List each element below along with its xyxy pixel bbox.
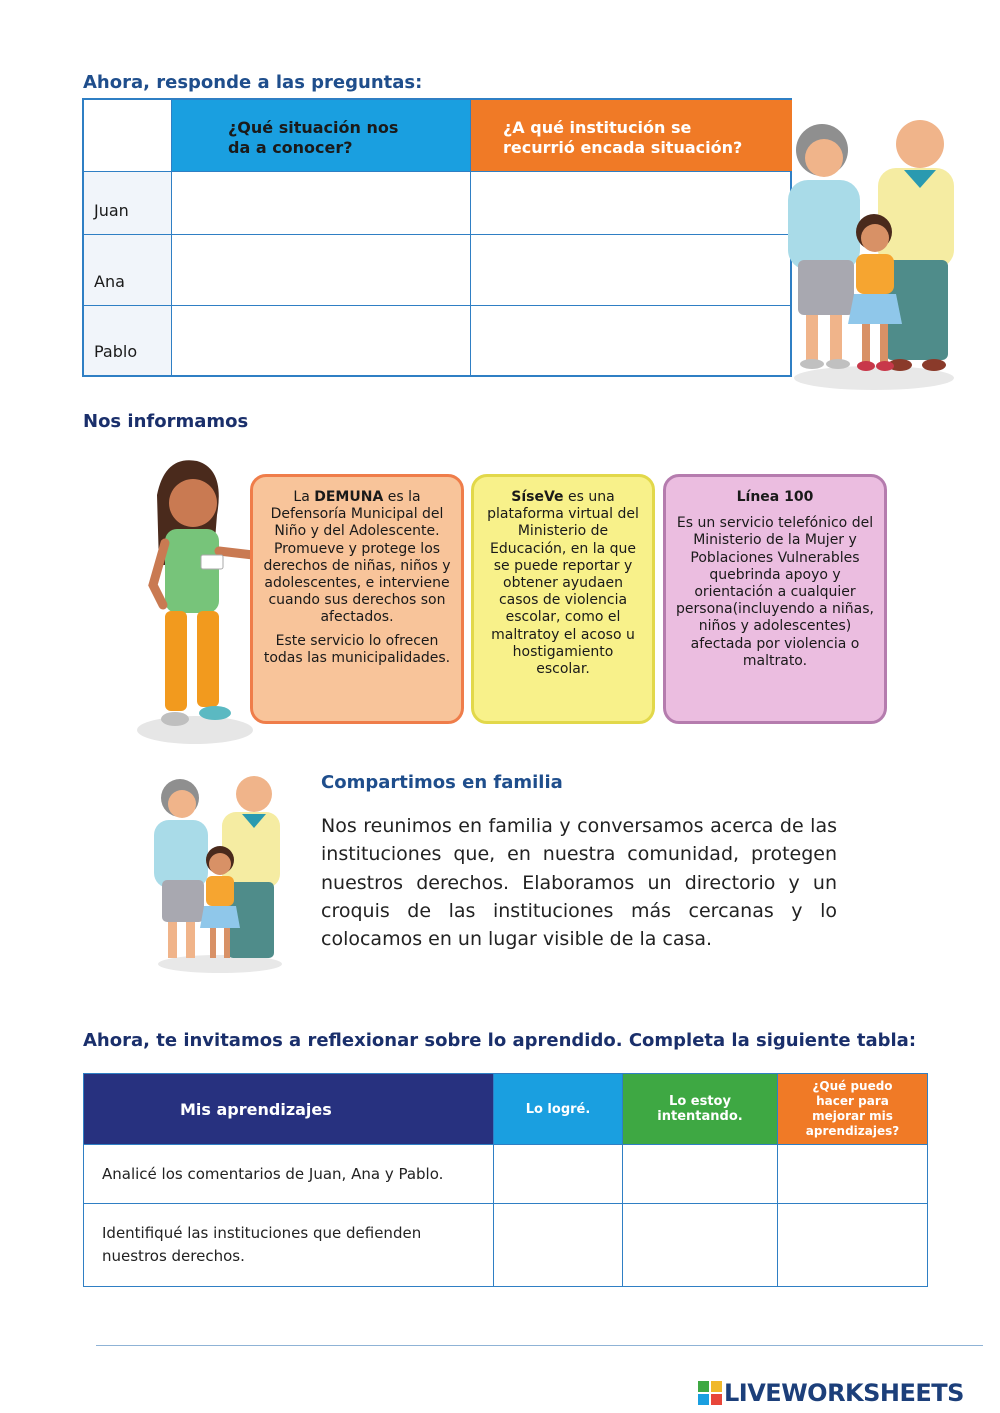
answer-cell-juan-situation[interactable] — [172, 172, 471, 235]
questions-table — [82, 98, 792, 377]
family-section-heading: Compartimos en familia — [321, 772, 563, 793]
info-box-linea-100 — [663, 474, 887, 724]
answer-cell-pablo-institution[interactable] — [471, 306, 792, 375]
family-paragraph: Nos reunimos en familia y conversamos acerca de las instituciones que, en nuestra comunidad, protegen nuestros derechos. Elaboramos un directorio y un croquis de las instituciones más cercanas y lo colocamos en un lugar visible de la casa. — [321, 815, 837, 951]
column-header-achieved: Lo logré. — [494, 1074, 623, 1145]
section-heading-info: Nos informamos — [83, 411, 249, 432]
demuna-description: La DEMUNA es la Defensoría Municipal del Niño y del Adolescente. Promueve y protege los derechos de niñas, niños y adolescentes, e interviene cuando sus derechos son afectados. — [263, 489, 451, 626]
column-header-learnings: Mis aprendizajes — [84, 1074, 494, 1145]
column-header-institution: ¿A qué institución se recurrió encada situación? — [471, 100, 792, 172]
answer-cell-pablo-situation[interactable] — [172, 306, 471, 375]
section-heading-questions: Ahora, responde a las preguntas: — [83, 72, 423, 93]
answer-cell-ana-institution[interactable] — [471, 235, 792, 306]
cell-achieved-row-1[interactable] — [494, 1145, 623, 1204]
cell-improve-row-1[interactable] — [778, 1145, 927, 1204]
row-label-pablo: Pablo — [84, 306, 172, 375]
self-assessment-table — [83, 1073, 928, 1287]
cell-trying-row-2[interactable] — [623, 1204, 778, 1286]
row-label-ana: Ana — [84, 235, 172, 306]
linea-100-title: Línea 100 — [736, 489, 814, 505]
section-heading-reflection: Ahora, te invitamos a reflexionar sobre lo aprendido. Completa la siguiente tabla: — [83, 1030, 917, 1051]
liveworksheets-logo-icon — [698, 1381, 722, 1405]
answer-cell-juan-institution[interactable] — [471, 172, 792, 235]
answer-cell-ana-situation[interactable] — [172, 235, 471, 306]
siseve-description: SíseVe es una plataforma virtual del Ministerio de Educación, en la que se puede reportar y obtener ayudaen casos de violencia escolar, como el maltratoy el acoso u hostigamiento escolar. — [487, 489, 639, 678]
family-illustration-large — [782, 110, 962, 395]
family-illustration-small — [150, 768, 285, 978]
table-row-label-2: Identifiqué las instituciones que defienden nuestros derechos. — [84, 1204, 494, 1286]
demuna-note: Este servicio lo ofrecen todas las municipalidades. — [263, 632, 451, 666]
cell-achieved-row-2[interactable] — [494, 1204, 623, 1286]
footer-divider — [96, 1345, 983, 1346]
column-header-situation: ¿Qué situación nos da a conocer? — [172, 100, 471, 172]
info-box-demuna — [250, 474, 464, 724]
column-header-improve: ¿Qué puedo hacer para mejorar mis aprendizajes? — [778, 1074, 927, 1145]
info-box-siseve — [471, 474, 655, 724]
table-corner-cell — [84, 100, 172, 172]
cell-trying-row-1[interactable] — [623, 1145, 778, 1204]
row-label-juan: Juan — [84, 172, 172, 235]
column-header-trying: Lo estoy intentando. — [623, 1074, 778, 1145]
table-row-label-1: Analicé los comentarios de Juan, Ana y Pablo. — [84, 1145, 494, 1204]
liveworksheets-logo-text: LIVEWORKSHEETS — [724, 1379, 964, 1407]
linea-100-description: Es un servicio telefónico del Ministerio de la Mujer y Poblaciones Vulnerables quebrinda apoyo y orientación a cualquier persona(incluyendo a niñas, niños y adolescentes) afectada por violencia o maltrato. — [676, 515, 874, 669]
cell-improve-row-2[interactable] — [778, 1204, 927, 1286]
liveworksheets-logo[interactable] — [698, 1378, 964, 1408]
